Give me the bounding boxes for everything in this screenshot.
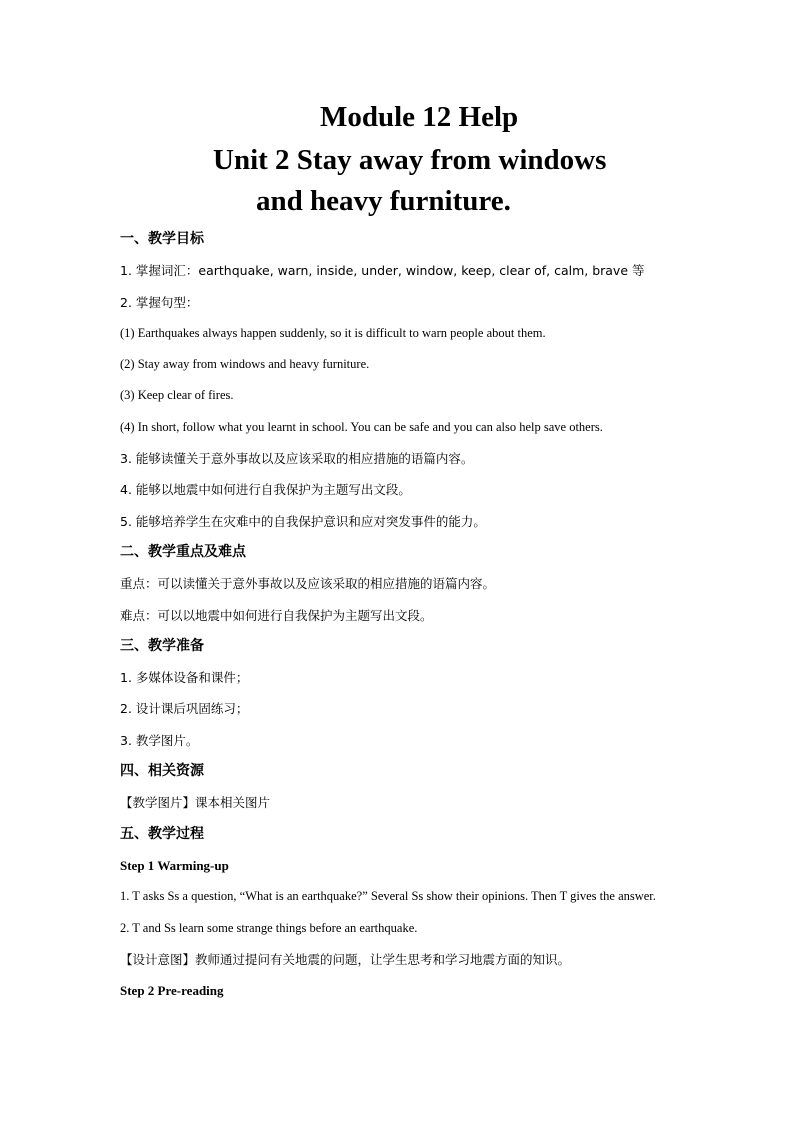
objective-reading: 3. 能够读懂关于意外事故以及应该采取的相应措施的语篇内容。 xyxy=(120,451,474,467)
key-point: 重点：可以读懂关于意外事故以及应该采取的相应措施的语篇内容。 xyxy=(120,576,496,592)
unit-title-continued: and heavy furniture. xyxy=(256,185,511,217)
step-2-heading: Step 2 Pre-reading xyxy=(120,983,224,999)
objective-awareness: 5. 能够培养学生在灾难中的自我保护意识和应对突发事件的能力。 xyxy=(120,513,486,529)
section-heading-key-points: 二、教学重点及难点 xyxy=(120,543,246,560)
design-intent: 【设计意图】教师通过提问有关地震的问题，让学生思考和学习地震方面的知识。 xyxy=(120,951,571,967)
section-heading-objectives: 一、教学目标 xyxy=(120,231,204,247)
sentence-3: (3) Keep clear of fires. xyxy=(120,388,234,403)
objective-vocabulary: 1. 掌握词汇：earthquake, warn, inside, under, window, keep, clear of, calm, brave 等 xyxy=(120,263,645,279)
section-heading-preparation: 三、教学准备 xyxy=(120,637,204,654)
module-title: Module 12 Help xyxy=(320,101,519,133)
objective-sentences: 2. 掌握句型： xyxy=(120,294,199,310)
unit-title: Unit 2 Stay away from windows xyxy=(213,144,607,176)
warming-up-item-2: 2. T and Ss learn some strange things before an earthquake. xyxy=(120,920,418,935)
objective-writing: 4. 能够以地震中如何进行自我保护为主题写出文段。 xyxy=(120,482,411,498)
preparation-item-1: 1. 多媒体设备和课件； xyxy=(120,670,249,686)
preparation-item-2: 2. 设计课后巩固练习； xyxy=(120,701,249,717)
warming-up-item-1 xyxy=(120,881,720,912)
resource-item: 【教学图片】课本相关图片 xyxy=(120,795,271,811)
difficult-point: 难点：可以以地震中如何进行自我保护为主题写出文段。 xyxy=(120,607,433,623)
sentence-2: (2) Stay away from windows and heavy furniture. xyxy=(120,357,370,372)
preparation-item-3: 3. 教学图片。 xyxy=(120,732,199,748)
warming-up-item-1-text: 1. T asks Ss a question, “What is an earthquake?” Several Ss show their opinions. Then T gives the answer. xyxy=(120,889,656,904)
sentence-4: (4) In short, follow what you learnt in school. You can be safe and you can also help save others. xyxy=(120,419,603,434)
document-body xyxy=(120,224,720,1006)
sentence-1: (1) Earthquakes always happen suddenly, so it is difficult to warn people about them. xyxy=(120,325,546,340)
step-1-heading: Step 1 Warming-up xyxy=(120,857,229,873)
section-heading-process: 五、教学过程 xyxy=(120,825,204,842)
section-heading-resources: 四、相关资源 xyxy=(120,763,204,780)
